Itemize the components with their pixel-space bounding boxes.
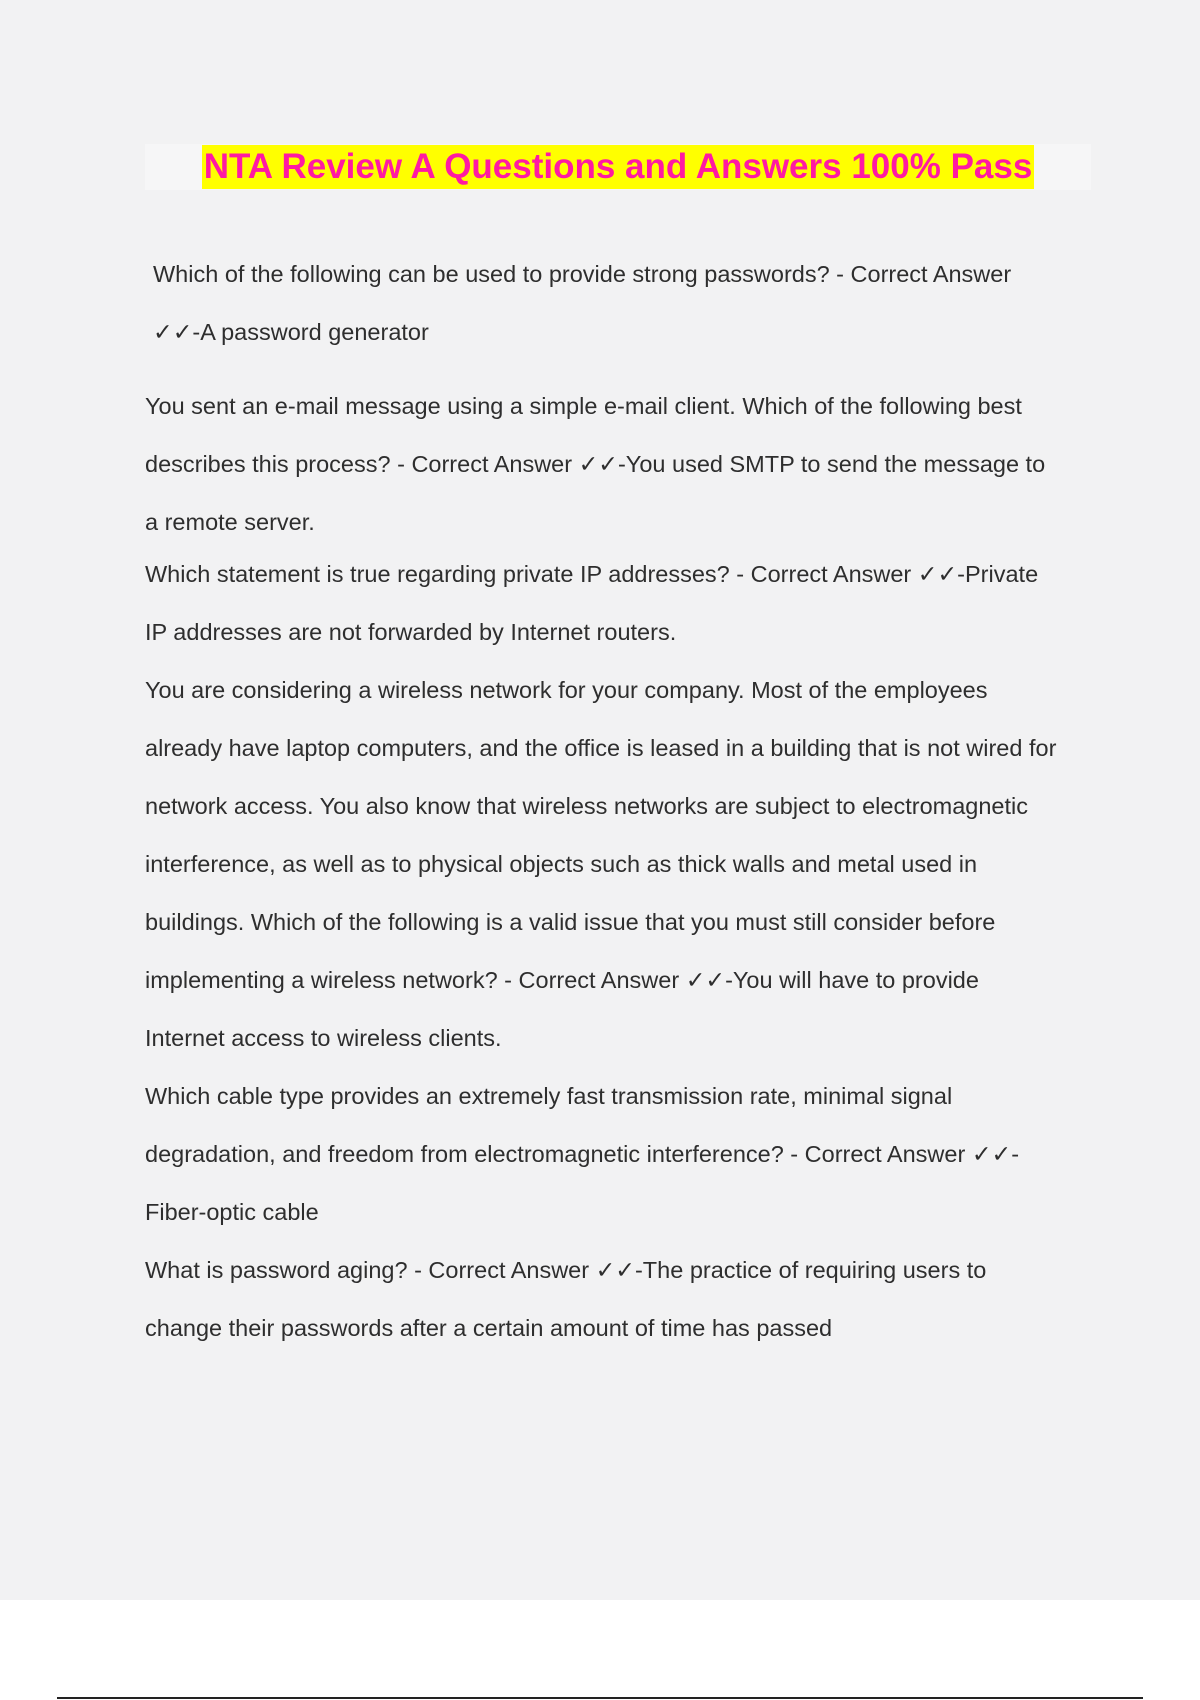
qa-line: Fiber-optic cable xyxy=(145,1199,319,1225)
qa-item-5 xyxy=(145,1067,1090,1241)
qa-line: Which cable type provides an extremely fast transmission rate, minimal signal xyxy=(145,1083,953,1109)
qa-line: You are considering a wireless network for your company. Most of the employees xyxy=(145,677,988,703)
qa-line: Internet access to wireless clients. xyxy=(145,1025,502,1051)
footer-divider xyxy=(57,1697,1143,1699)
qa-line: change their passwords after a certain amount of time has passed xyxy=(145,1315,833,1341)
qa-line: ✓✓-A password generator xyxy=(153,319,429,345)
qa-line: IP addresses are not forwarded by Internet routers. xyxy=(145,619,677,645)
qa-item-1 xyxy=(145,245,1090,361)
qa-line: You sent an e-mail message using a simple e-mail client. Which of the following best xyxy=(145,393,1022,419)
qa-item-3 xyxy=(145,545,1090,661)
qa-item-6 xyxy=(145,1241,1090,1357)
qa-item-2 xyxy=(145,377,1090,551)
qa-line: buildings. Which of the following is a valid issue that you must still consider before xyxy=(145,909,996,935)
title-band xyxy=(145,144,1091,190)
document-title: NTA Review A Questions and Answers 100% Pass xyxy=(202,145,1035,189)
qa-line: a remote server. xyxy=(145,509,315,535)
qa-line: What is password aging? - Correct Answer ✓✓-The practice of requiring users to xyxy=(145,1257,987,1283)
qa-line: network access. You also know that wireless networks are subject to electromagnetic xyxy=(145,793,1028,819)
qa-line: describes this process? - Correct Answer ✓✓-You used SMTP to send the message to xyxy=(145,451,1046,477)
qa-line: already have laptop computers, and the office is leased in a building that is not wired for xyxy=(145,735,1057,761)
qa-line: Which of the following can be used to provide strong passwords? - Correct Answer xyxy=(153,261,1012,287)
qa-content xyxy=(145,245,1090,1357)
qa-line: Which statement is true regarding private IP addresses? - Correct Answer ✓✓-Private xyxy=(145,561,1039,587)
qa-line: implementing a wireless network? - Correct Answer ✓✓-You will have to provide xyxy=(145,967,979,993)
qa-line: degradation, and freedom from electromagnetic interference? - Correct Answer ✓✓- xyxy=(145,1141,1020,1167)
qa-item-4 xyxy=(145,661,1090,1067)
qa-line: interference, as well as to physical objects such as thick walls and metal used in xyxy=(145,851,978,877)
